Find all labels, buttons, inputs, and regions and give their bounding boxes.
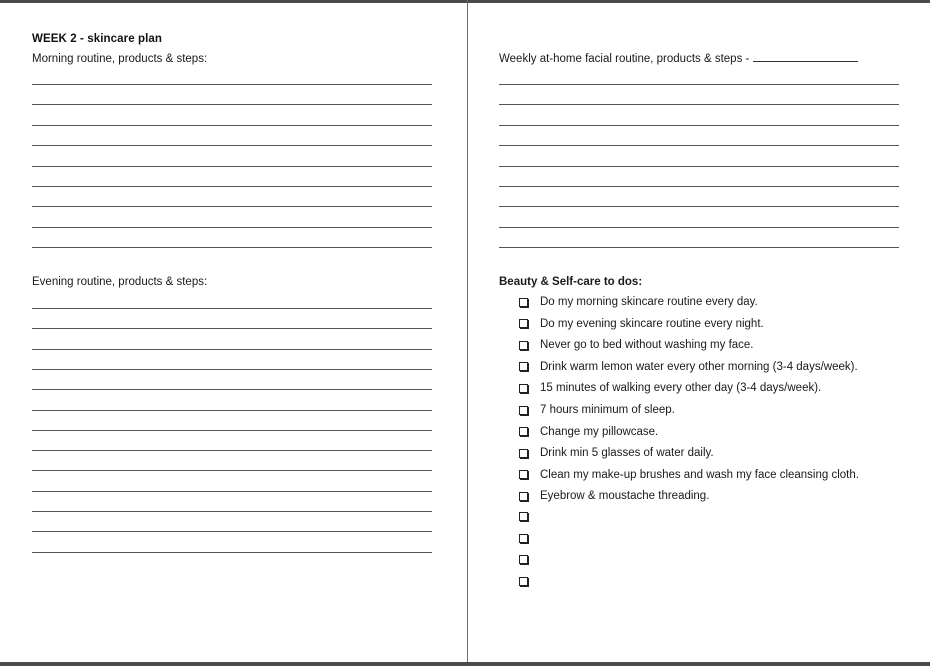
morning-writing-line[interactable]	[32, 145, 432, 146]
facial-writing-line[interactable]	[499, 125, 899, 126]
evening-writing-line[interactable]	[32, 430, 432, 431]
todo-text: Do my morning skincare routine every day.	[540, 296, 758, 308]
todo-item	[519, 555, 540, 564]
todo-text: Clean my make-up brushes and wash my face cleansing cloth.	[540, 468, 859, 481]
evening-writing-line[interactable]	[32, 410, 432, 411]
morning-writing-line[interactable]	[32, 206, 432, 207]
checkbox-icon[interactable]	[519, 555, 528, 564]
todo-item	[519, 361, 858, 373]
evening-writing-line[interactable]	[32, 369, 432, 370]
evening-writing-line[interactable]	[32, 531, 432, 532]
checkbox-icon[interactable]	[519, 341, 528, 350]
evening-writing-line[interactable]	[32, 328, 432, 329]
morning-writing-line[interactable]	[32, 247, 432, 248]
checkbox-icon[interactable]	[519, 406, 528, 415]
evening-writing-line[interactable]	[32, 552, 432, 553]
todo-text: Drink warm lemon water every other morning (3-4 days/week).	[540, 360, 858, 373]
evening-writing-line[interactable]	[32, 308, 432, 309]
facial-writing-line[interactable]	[499, 104, 899, 105]
checkbox-icon[interactable]	[519, 534, 528, 543]
todo-item	[519, 447, 714, 459]
left-page	[0, 0, 467, 662]
todos-heading-text: Beauty & Self-care to dos:	[499, 276, 643, 288]
facial-writing-line[interactable]	[499, 247, 899, 248]
page-title: WEEK 2 - skincare plan	[32, 33, 163, 45]
facial-writing-line[interactable]	[499, 145, 899, 146]
evening-writing-line[interactable]	[32, 511, 432, 512]
todo-text: 15 minutes of walking every other day (3-4 days/week).	[540, 382, 822, 395]
todo-item	[519, 404, 675, 416]
morning-writing-line[interactable]	[32, 227, 432, 228]
evening-writing-line[interactable]	[32, 389, 432, 390]
bottom-border	[0, 662, 930, 666]
evening-writing-line[interactable]	[32, 470, 432, 471]
todo-item	[519, 512, 540, 521]
facial-writing-line[interactable]	[499, 166, 899, 167]
checkbox-icon[interactable]	[519, 319, 528, 328]
facial-routine-label	[499, 53, 858, 65]
morning-writing-line[interactable]	[32, 84, 432, 85]
evening-writing-line[interactable]	[32, 450, 432, 451]
checkbox-icon[interactable]	[519, 427, 528, 436]
morning-writing-line[interactable]	[32, 166, 432, 167]
checkbox-icon[interactable]	[519, 512, 528, 521]
facial-writing-line[interactable]	[499, 186, 899, 187]
morning-writing-line[interactable]	[32, 186, 432, 187]
todo-item	[519, 318, 764, 330]
todo-item	[519, 469, 859, 481]
todo-item	[519, 426, 658, 438]
todo-text: Never go to bed without washing my face.	[540, 339, 754, 352]
facial-routine-label-text: Weekly at-home facial routine, products & steps -	[499, 53, 750, 65]
todo-item	[519, 490, 709, 502]
todo-item	[519, 382, 821, 394]
morning-writing-line[interactable]	[32, 125, 432, 126]
evening-routine-label: Evening routine, products & steps:	[32, 276, 208, 288]
checkbox-icon[interactable]	[519, 362, 528, 371]
todo-item	[519, 577, 540, 586]
todo-text: Change my pillowcase.	[540, 425, 659, 438]
checkbox-icon[interactable]	[519, 449, 528, 458]
evening-writing-line[interactable]	[32, 491, 432, 492]
morning-writing-line[interactable]	[32, 104, 432, 105]
todo-text: Drink min 5 glasses of water daily.	[540, 447, 714, 460]
facial-routine-blank-line[interactable]	[753, 60, 858, 62]
todo-text: 7 hours minimum of sleep.	[540, 404, 675, 416]
morning-routine-label: Morning routine, products & steps:	[32, 53, 208, 65]
todo-text: Eyebrow & moustache threading.	[540, 490, 710, 503]
checkbox-icon[interactable]	[519, 298, 528, 307]
todo-text: Do my evening skincare routine every night.	[540, 317, 764, 330]
checkbox-icon[interactable]	[519, 577, 528, 586]
facial-writing-line[interactable]	[499, 227, 899, 228]
checkbox-icon[interactable]	[519, 470, 528, 479]
evening-writing-line[interactable]	[32, 349, 432, 350]
checkbox-icon[interactable]	[519, 384, 528, 393]
facial-writing-line[interactable]	[499, 206, 899, 207]
checkbox-icon[interactable]	[519, 492, 528, 501]
todo-item	[519, 339, 754, 351]
todos-heading	[499, 276, 642, 288]
todo-item	[519, 534, 540, 543]
todo-item	[519, 296, 758, 308]
facial-writing-line[interactable]	[499, 84, 899, 85]
